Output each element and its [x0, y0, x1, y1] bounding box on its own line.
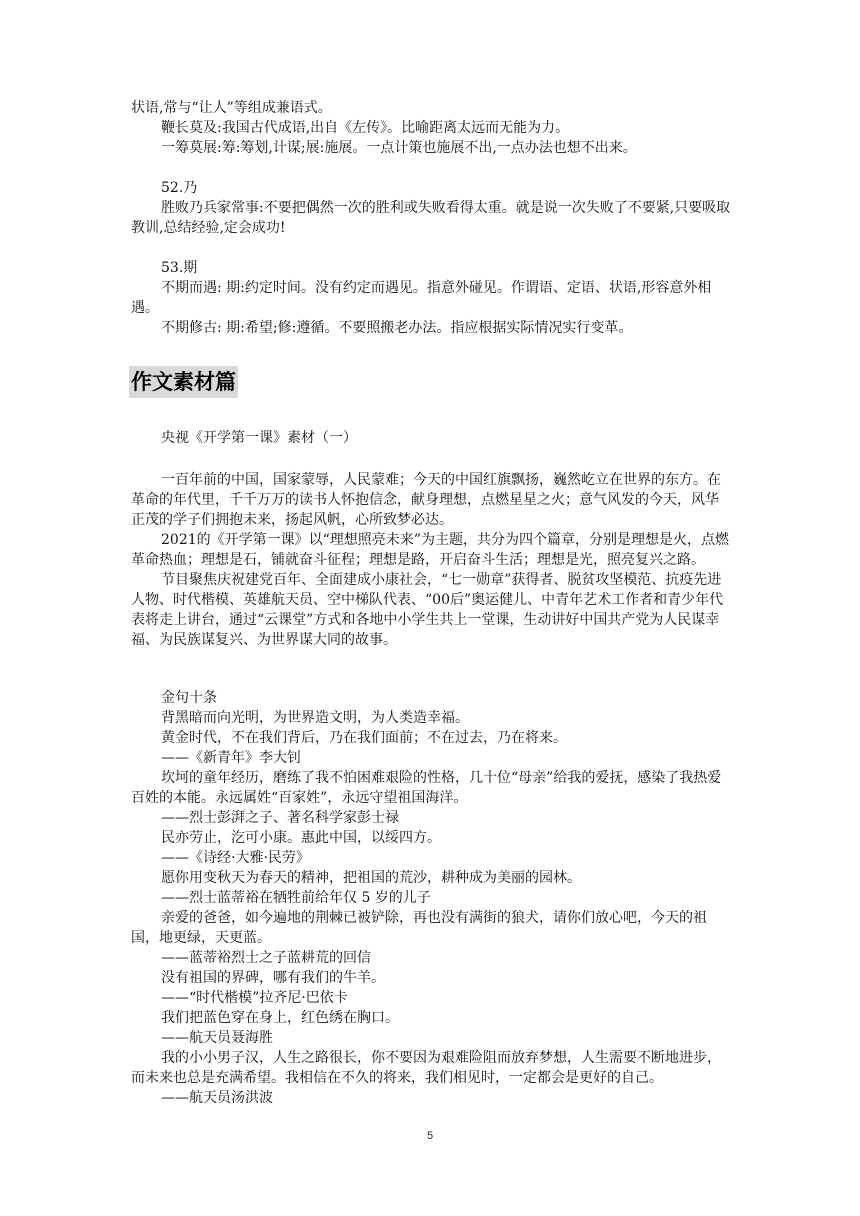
paragraph: 节目聚焦庆祝建党百年、全面建成小康社会，“七一勋章”获得者、脱贫攻坚模范、抗疫先进人物、时代楷模、英雄航天员、空中梯队代表、“00后”奥运健儿、中青年艺术工作者和青少年代表将走上讲台，通过“云课堂”方式和各地中小学生共上一堂课，生动讲好中国共产党为人民谋幸福、为民族谋复兴、为世界谋大同的故事。 [131, 572, 724, 648]
quote-source: ——烈士蓝蒂裕在牺牲前给年仅 5 岁的儿子 [161, 890, 431, 906]
entry-title: 52.乃 [161, 180, 198, 196]
quote-source: ——《诗经·大雅·民劳》 [161, 850, 310, 866]
material-subtitle-block [131, 428, 731, 448]
idiom-entry: 不期修古: 期:希望;修:遵循。不要照搬老办法。指应根据实际情况实行变革。 [161, 320, 633, 336]
idiom-entry: 不期而遇: 期:约定时间。没有约定而遇见。指意外碰见。作谓语、定语、状语,形容意外相遇。 [131, 280, 712, 316]
quote: 背黑暗而向光明，为世界造文明，为人类造幸福。 [161, 710, 469, 726]
entry-title: 53.期 [161, 260, 198, 276]
quotes-title: 金句十条 [161, 690, 217, 706]
quote: 我们把蓝色穿在身上，红色绣在胸口。 [161, 1010, 399, 1026]
idiom-entry: 鞭长莫及:我国古代成语,出自《左传》。比喻距离太远而无能为力。 [161, 120, 570, 136]
section-heading-wrap [129, 366, 238, 398]
idiom-entry: 一筹莫展:筹:筹划,计谋;展:施展。一点计策也施展不出,一点办法也想不出来。 [161, 140, 637, 156]
quote: 亲爱的爸爸，如今遍地的荆棘已被铲除，再也没有满街的狼犬，请你们放心吧，今天的祖国，地更绿，天更蓝。 [131, 910, 707, 946]
idiom-entry: 胜败乃兵家常事:不要把偶然一次的胜利或失败看得太重。就是说一次失败了不要紧,只要吸取教训,总结经验,定会成功! [131, 200, 731, 236]
quote: 我的小小男子汉，人生之路很长，你不要因为艰难险阻而放弃梦想，人生需要不断地进步，而未来也总是充满希望。我相信在不久的将来，我们相见时，一定都会是更好的自己。 [131, 1050, 721, 1086]
idiom-section-continued [131, 98, 731, 158]
paragraph: 一百年前的中国，国家蒙辱，人民蒙难；今天的中国红旗飘扬，巍然屹立在世界的东方。在革命的年代里，千千万万的读书人怀抱信念，献身理想，点燃星星之火；意气风发的今天，风华正茂的学子们拥抱未来，扬起风帆，心所致梦必达。 [131, 472, 721, 528]
quote-source: ——烈士彭湃之子、著名科学家彭士禄 [161, 810, 399, 826]
quote: 民亦劳止，汔可小康。惠此中国，以绥四方。 [161, 830, 441, 846]
quote-source: ——《新青年》李大钊 [161, 750, 301, 766]
material-paragraphs [131, 470, 731, 650]
golden-quotes [131, 688, 731, 1108]
quote: 黄金时代，不在我们背后，乃在我们面前；不在过去，乃在将来。 [161, 730, 567, 746]
text-line: 状语,常与“让人”等组成兼语式。 [131, 100, 332, 116]
paragraph: 2021的《开学第一课》以“理想照亮未来”为主题，共分为四个篇章，分别是理想是火，点燃革命热血；理想是石，铺就奋斗征程；理想是路，开启奋斗生活；理想是光，照亮复兴之路。 [131, 532, 729, 568]
section-heading: 作文素材篇 [129, 366, 238, 398]
quote-source: ——“时代楷模”拉齐尼·巴依卡 [161, 990, 348, 1006]
entry-52 [131, 178, 731, 238]
quote-source: ——航天员聂海胜 [161, 1030, 273, 1046]
page-number: 5 [426, 1130, 434, 1142]
quote: 没有祖国的界碑，哪有我们的牛羊。 [161, 970, 385, 986]
quote-source: ——航天员汤洪波 [161, 1090, 273, 1106]
quote: 愿你用变秋天为春天的精神，把祖国的荒沙，耕种成为美丽的园林。 [161, 870, 581, 886]
quote: 坎坷的童年经历，磨练了我不怕困难艰险的性格，几十位“母亲”给我的爱抚，感染了我热爱百姓的本能。永远属姓“百家姓”，永远守望祖国海洋。 [131, 770, 722, 806]
quote-source: ——蓝蒂裕烈士之子蓝耕荒的回信 [161, 950, 371, 966]
entry-53 [131, 258, 731, 338]
material-subtitle: 央视《开学第一课》素材（一） [161, 430, 357, 446]
